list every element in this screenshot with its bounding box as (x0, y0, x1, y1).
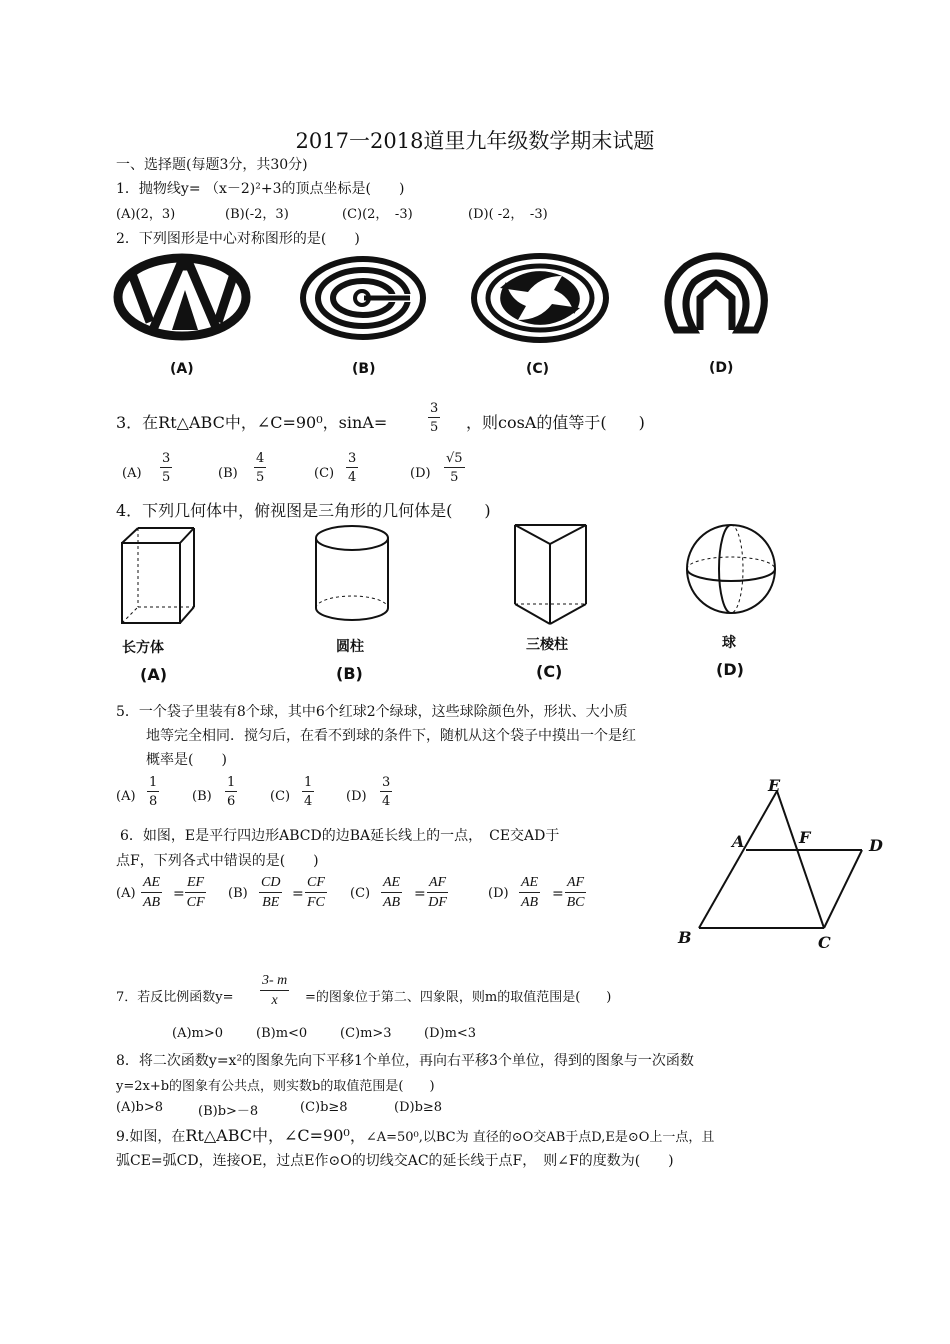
logo-b-figure (298, 254, 428, 342)
sphere-figure (684, 522, 778, 616)
q4-stem: 4．下列几何体中，俯视图是三角形的几何体是( ) (116, 501, 491, 520)
q6-option-c-label: (C) (350, 886, 371, 901)
q3-b-den: 5 (256, 470, 265, 485)
q6-b-lhs-num: CD (259, 876, 282, 893)
q6-c-rhs-den: DF (428, 895, 447, 910)
q5-option-b-fraction (225, 776, 237, 808)
q7-option-c: (C)m>3 (340, 1026, 392, 1041)
q3-b-num: 4 (256, 451, 265, 466)
point-f-label: F (799, 828, 811, 847)
point-c-label: C (818, 933, 831, 952)
q1-option-a: (A)(2，3) (116, 207, 176, 222)
q5-b-den: 6 (227, 794, 236, 809)
q3-option-c-label: (C) (314, 466, 335, 481)
q2-label-d: (D) (709, 360, 734, 376)
q6-d-rhs-num: AF (565, 876, 586, 893)
q1-option-c: (C)(2， -3) (342, 207, 413, 222)
q3-stem-fraction (428, 402, 440, 434)
q5-c-num: 1 (304, 775, 313, 790)
q3-d-den: 5 (450, 470, 459, 485)
q3-option-d-fraction (444, 452, 465, 484)
logo-a-figure (114, 252, 254, 342)
sphere-name: 球 (722, 635, 736, 651)
q2-label-c: (C) (526, 361, 550, 377)
q7-option-b: (B)m<0 (256, 1026, 308, 1041)
q6-line-1: 6．如图，E是平行四边形ABCD的边BA延长线上的一点， CE交AD于 (120, 828, 560, 844)
q3-option-c-fraction (346, 452, 358, 484)
q2-stem: 2．下列图形是中心对称图形的是( ) (116, 231, 360, 247)
q3-option-a-label: (A) (122, 466, 142, 481)
q6-a-lhs (141, 876, 162, 910)
q3-c-den: 4 (348, 470, 357, 485)
parallelogram-figure (680, 770, 900, 960)
q6-d-lhs-den: AB (521, 895, 539, 910)
q6-d-lhs-num: AE (519, 876, 540, 893)
cylinder-name: 圆柱 (336, 639, 364, 655)
q6-b-equals: = (292, 886, 304, 902)
point-d-label: D (869, 836, 883, 855)
q7-option-d: (D)m<3 (424, 1026, 477, 1041)
q3-option-b-label: (B) (218, 466, 238, 481)
q5-option-d-label: (D) (346, 789, 367, 804)
q3-d-num: √5 (446, 451, 463, 466)
q6-c-lhs-num: AE (381, 876, 402, 893)
point-b-label: B (678, 928, 692, 947)
q2-label-b: (B) (352, 361, 376, 377)
q5-line-1: 5．一个袋子里装有8个球，其中6个红球2个绿球，这些球除颜色外，形状、大小质 (116, 704, 628, 720)
q3-a-num: 3 (162, 451, 171, 466)
point-e-label: E (768, 776, 781, 795)
q6-option-a-label: (A) (116, 886, 136, 901)
q5-line-2: 地等完全相同．搅匀后，在看不到球的条件下，随机从这个袋子中摸出一个是红 (146, 728, 636, 744)
section-heading: 一、选择题(每题3分，共30分) (116, 157, 308, 173)
prism-figure (512, 522, 590, 628)
q7-frac-denominator: x (271, 993, 278, 1008)
q4-label-d: (D) (716, 660, 744, 679)
q7-stem-b: =的图象位于第二、四象限，则m的取值范围是( ) (305, 990, 612, 1005)
q6-a-rhs-den: CF (186, 895, 205, 910)
q8-line-1: 8．将二次函数y=x²的图象先向下平移1个单位，再向右平移3个单位，得到的图象与一次函数 (116, 1053, 694, 1069)
point-a-label: A (732, 832, 745, 851)
q8-option-d: (D)b≥8 (394, 1100, 443, 1115)
q5-line-3: 概率是( ) (146, 752, 227, 768)
q6-a-equals: = (173, 886, 185, 902)
q9-line-1 (116, 1123, 714, 1146)
q6-d-rhs-den: BC (566, 895, 585, 910)
q2-label-a: (A) (170, 361, 194, 377)
q9-line-1-c: ∠A=50⁰,以BC为 直径的⊙O交AB于点D,E是⊙O上一点，且 (365, 1130, 715, 1145)
cuboid-figure (118, 525, 198, 625)
q4-label-a: (A) (140, 665, 168, 684)
q5-option-c-fraction (302, 776, 314, 808)
q8-option-c: (C)b≥8 (300, 1100, 348, 1115)
q3-option-b-fraction (254, 452, 266, 484)
q5-a-den: 8 (149, 794, 158, 809)
cuboid-name: 长方体 (122, 640, 164, 656)
q6-d-rhs (565, 876, 586, 910)
cylinder-figure (312, 524, 392, 624)
q5-a-num: 1 (149, 775, 158, 790)
q3-a-den: 5 (162, 470, 171, 485)
q8-line-2: y=2x+b的图象有公共点，则实数b的取值范围是( ) (116, 1079, 435, 1094)
q8-option-a: (A)b>8 (116, 1100, 164, 1115)
q8-option-b: (B)b>－8 (198, 1104, 259, 1119)
q5-b-num: 1 (227, 775, 236, 790)
q7-frac-numerator: 3- m (260, 974, 289, 991)
logo-d-figure (656, 252, 776, 344)
q6-c-equals: = (414, 886, 426, 902)
q6-a-lhs-den: AB (143, 895, 161, 910)
q6-option-b-label: (B) (228, 886, 248, 901)
q5-option-c-label: (C) (270, 789, 291, 804)
q7-stem-fraction (260, 974, 289, 1008)
q5-c-den: 4 (304, 794, 313, 809)
q7-stem-a: 7．若反比例函数y= (116, 990, 234, 1005)
q1-option-b: (B)(-2，3) (225, 207, 289, 222)
q3-option-d-label: (D) (410, 466, 431, 481)
q9-line-1-b: Rt△ABC中，∠C=90⁰， (185, 1126, 366, 1145)
q6-d-lhs (519, 876, 540, 910)
prism-name: 三棱柱 (526, 637, 568, 653)
q4-label-b: (B) (336, 664, 363, 683)
q5-option-d-fraction (380, 776, 392, 808)
q6-option-d-label: (D) (488, 886, 509, 901)
q5-d-den: 4 (382, 794, 391, 809)
q9-line-1-a: 9.如图，在 (116, 1129, 186, 1145)
q6-c-rhs (427, 876, 448, 910)
q6-b-lhs-den: BE (262, 895, 280, 910)
q6-c-rhs-num: AF (427, 876, 448, 893)
q6-b-lhs (259, 876, 282, 910)
q6-d-equals: = (552, 886, 564, 902)
q3-frac-denominator: 5 (430, 420, 439, 435)
q1-option-d: (D)( -2， -3) (468, 207, 548, 222)
q6-b-rhs-num: CF (305, 876, 327, 893)
q5-option-a-fraction (147, 776, 159, 808)
q6-b-rhs (305, 876, 327, 910)
q6-line-2: 点F，下列各式中错误的是( ) (116, 853, 319, 869)
q6-c-lhs-den: AB (383, 895, 401, 910)
q6-a-rhs (185, 876, 206, 910)
q3-frac-numerator: 3 (430, 401, 439, 416)
q5-option-b-label: (B) (192, 789, 212, 804)
q1-stem: 1．抛物线y= （x－2)²+3的顶点坐标是( ) (116, 181, 405, 197)
q3-stem-a: 3．在Rt△ABC中，∠C=90⁰，sinA= (116, 413, 388, 432)
logo-c-figure (470, 252, 610, 344)
q6-a-lhs-num: AE (141, 876, 162, 893)
q7-option-a: (A)m>0 (172, 1026, 224, 1041)
q9-line-2: 弧CE=弧CD，连接OE，过点E作⊙O的切线交AC的延长线于点F， 则∠F的度数为( ) (116, 1153, 674, 1169)
q6-a-rhs-num: EF (185, 876, 206, 893)
page-title: 2017一2018道里九年级数学期末试题 (295, 129, 655, 153)
q5-option-a-label: (A) (116, 789, 136, 804)
q3-stem-b: ，则cosA的值等于( ) (466, 413, 645, 432)
q3-option-a-fraction (160, 452, 172, 484)
q6-b-rhs-den: FC (307, 895, 325, 910)
q4-label-c: (C) (536, 662, 563, 681)
q6-c-lhs (381, 876, 402, 910)
q3-c-num: 3 (348, 451, 357, 466)
q5-d-num: 3 (382, 775, 391, 790)
